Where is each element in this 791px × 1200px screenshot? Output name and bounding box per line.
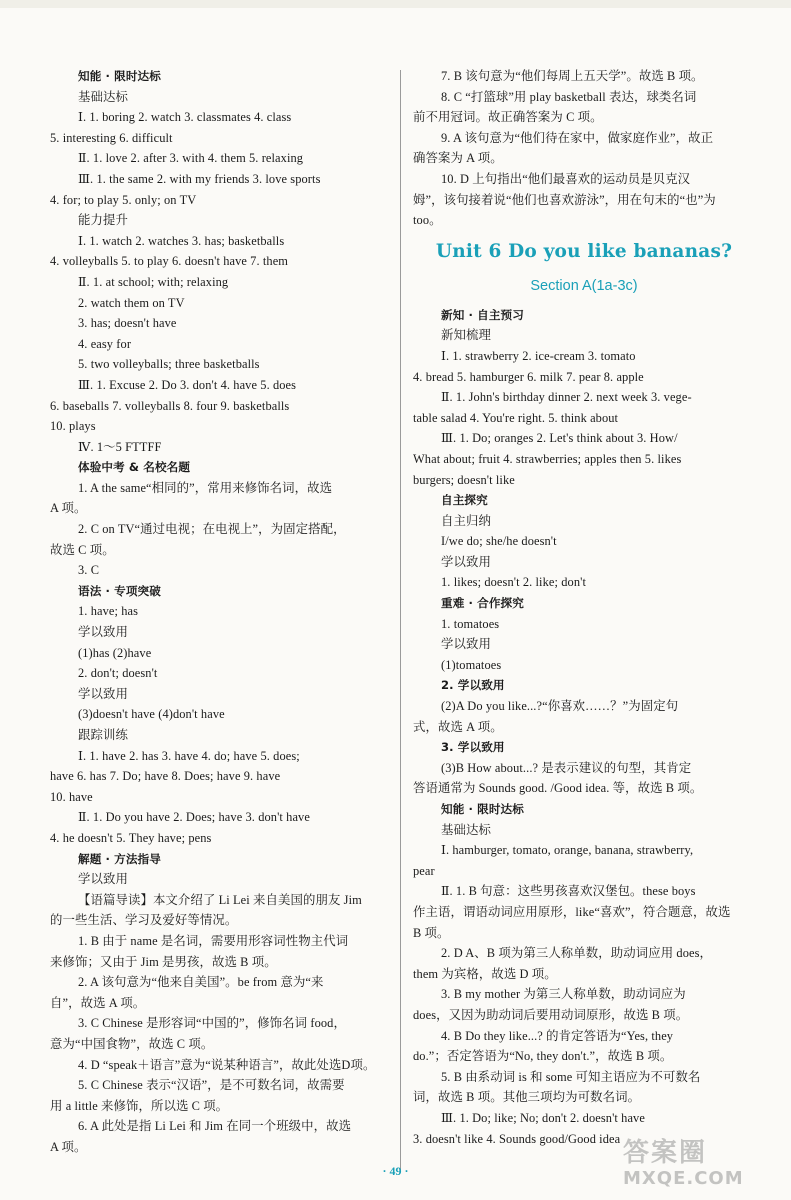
text-line: 1. B 由于 name 是名词，需要用形容词性物主代词 <box>78 933 349 948</box>
text-line: 5. C Chinese 表示“汉语”，是不可数名词，故需要 <box>78 1078 345 1093</box>
text-line: 2. D A、B 项为第三人称单数，助动词应用 does， <box>441 946 713 961</box>
text-line: Ⅲ. 1. Excuse 2. Do 3. don't 4. have 5. does <box>78 377 297 392</box>
text-line: 3. C <box>78 563 100 578</box>
text-line: 10. have <box>50 789 93 804</box>
text-line: 10. D 上句指出“他们最喜欢的运动员是贝克汉 <box>441 171 691 186</box>
text-line: 答语通常为 Sounds good. /Good idea. 等，故选 B 项。 <box>413 781 703 796</box>
text-line: 2. A 该句意为“他来自美国”。be from 意为“来 <box>78 975 324 990</box>
text-line: 故选 C 项。 <box>50 542 115 557</box>
text-line: (3)B How about...? 是表示建议的句型，其肯定 <box>441 760 692 775</box>
text-line: 来修饰；又由于 Jim 是男孩，故选 B 项。 <box>50 954 277 969</box>
right-column-bottom <box>413 305 755 1149</box>
text-line: 4. he doesn't 5. They have; pens <box>50 830 212 845</box>
text-line: 3. B my mother 为第三人称单数，助动词应为 <box>441 987 686 1002</box>
text-line: Ⅱ. 1. love 2. after 3. with 4. them 5. relaxing <box>78 151 304 166</box>
text-line: 学以致用 <box>78 686 128 701</box>
text-line: 学以致用 <box>78 872 128 887</box>
text-line: 知能 · 限时达标 <box>78 69 161 83</box>
text-line: 式，故选 A 项。 <box>413 719 503 734</box>
text-line: 新知 · 自主预习 <box>441 307 524 322</box>
text-line: too。 <box>413 213 442 228</box>
text-line: 体验中考 & 名校名题 <box>78 460 191 475</box>
text-line: 1. have; has <box>78 604 139 619</box>
text-line: Ⅲ. 1. the same 2. with my friends 3. love sports <box>78 171 321 186</box>
text-line: (3)doesn't have (4)don't have <box>78 707 225 722</box>
text-line: 6. A 此处是指 Li Lei 和 Jim 在同一个班级中，故选 <box>78 1119 352 1134</box>
text-line: Ⅱ. 1. Do you have 2. Does; have 3. don't have <box>78 810 310 825</box>
text-line: 5. two volleyballs; three basketballs <box>78 357 260 372</box>
page-number: · 49 · <box>382 1164 409 1178</box>
text-line: 2. C on TV“通过电视；在电视上”，为固定搭配， <box>78 522 346 537</box>
text-line: 3. 学以致用 <box>441 740 505 755</box>
text-line: 跟踪训练 <box>78 728 128 742</box>
text-line: 语法 · 专项突破 <box>78 583 161 598</box>
text-line: 学以致用 <box>441 554 491 569</box>
text-line: A 项。 <box>50 1139 87 1154</box>
text-line: Ⅰ. 1. strawberry 2. ice-cream 3. tomato <box>441 348 636 363</box>
text-line: 前不用冠词。故正确答案为 C 项。 <box>413 110 603 125</box>
text-line: Ⅲ. 1. Do; like; No; don't 2. doesn't have <box>441 1110 645 1125</box>
text-line: 自”，故选 A 项。 <box>50 995 146 1010</box>
text-line: 自主探究 <box>441 493 488 508</box>
text-line: 作主语，谓语动词应用原形，like“喜欢”，符合题意，故选 <box>413 904 731 919</box>
text-line: 重难 · 合作探究 <box>441 596 524 611</box>
text-line: Ⅳ. 1～5 FTTFF <box>78 439 162 454</box>
text-line: Ⅱ. 1. John's birthday dinner 2. next week 3. vege- <box>441 390 692 405</box>
watermark-logo <box>623 1138 773 1194</box>
watermark-url: MXQE.COM <box>623 1168 744 1189</box>
text-line: 意为“中国食物”，故选 C 项。 <box>50 1036 214 1051</box>
text-line: Ⅱ. 1. B 句意：这些男孩喜欢汉堡包。these boys <box>441 884 696 899</box>
text-line: does，又因为助动词后要用动词原形，故选 B 项。 <box>413 1007 689 1022</box>
right-column <box>413 66 755 1149</box>
text-line: (1)tomatoes <box>441 657 502 672</box>
text-line: 4. volleyballs 5. to play 6. doesn't have 7. them <box>50 254 289 269</box>
text-line: 6. baseballs 7. volleyballs 8. four 9. basketballs <box>50 398 290 413</box>
text-line: 知能 · 限时达标 <box>441 802 524 816</box>
unit-title: Unit 6 Do you like bananas? <box>435 240 733 262</box>
text-line: I/we do; she/he doesn't <box>441 534 557 549</box>
text-line: A 项。 <box>50 501 87 516</box>
text-line: 自主归纳 <box>441 513 491 528</box>
text-line: 解题 · 方法指导 <box>78 851 161 866</box>
column-divider <box>400 70 401 1170</box>
text-line: 7. B 该句意为“他们每周上五天学”。故选 B 项。 <box>441 69 704 83</box>
text-line: 5. B 由系动词 is 和 some 可知主语应为不可数名 <box>441 1069 701 1084</box>
text-line: burgers; doesn't like <box>413 472 515 487</box>
left-column <box>50 66 390 1157</box>
text-line: 词，故选 B 项。其他三项均为可数名词。 <box>413 1090 641 1105</box>
text-line: 4. D “speak＋语言”意为“说某种语言”，故此处选D项。 <box>78 1057 376 1072</box>
section-title: Section A(1a-3c) <box>530 277 638 294</box>
text-line: 基础达标 <box>441 822 491 837</box>
text-line: 8. C “打篮球”用 play basketball 表达，球类名词 <box>441 89 697 104</box>
text-line: Ⅱ. 1. at school; with; relaxing <box>78 274 229 289</box>
text-line: 确答案为 A 项。 <box>413 151 503 166</box>
text-line: 学以致用 <box>78 625 128 640</box>
text-line: 姆”，该句接着说“他们也喜欢游泳”，用在句末的“也”为 <box>413 192 716 207</box>
text-line: Ⅰ. 1. boring 2. watch 3. classmates 4. class <box>78 110 292 125</box>
text-line: 4. B Do they like...? 的肯定答语为“Yes, they <box>441 1028 674 1043</box>
text-line: (2)A Do you like...?“你喜欢……？”为固定句 <box>441 699 679 714</box>
text-line: 1. tomatoes <box>441 616 500 631</box>
text-line: Ⅰ. 1. watch 2. watches 3. has; basketballs <box>78 233 285 248</box>
text-line: pear <box>413 863 435 878</box>
text-line: Ⅰ. hamburger, tomato, orange, banana, strawberry, <box>441 843 694 858</box>
text-line: table salad 4. You're right. 5. think about <box>413 410 619 425</box>
text-line: 基础达标 <box>78 89 128 104</box>
text-line: 3. has; doesn't have <box>78 316 177 331</box>
text-line: 1. likes; doesn't 2. like; don't <box>441 575 586 590</box>
text-line: 4. for; to play 5. only; on TV <box>50 192 197 207</box>
right-column-top <box>413 66 755 231</box>
text-line: 的一些生活、学习及爱好等情况。 <box>50 913 238 928</box>
text-line: (1)has (2)have <box>78 645 152 660</box>
text-line: 4. easy for <box>78 336 132 351</box>
text-line: 3. C Chinese 是形容词“中国的”，修饰名词 food， <box>78 1016 346 1031</box>
text-line: Ⅲ. 1. Do; oranges 2. Let's think about 3. How/ <box>441 431 678 446</box>
text-line: 【语篇导读】本文介绍了 Li Lei 来自美国的朋友 Jim <box>78 892 362 907</box>
text-line: 2. watch them on TV <box>78 295 185 310</box>
watermark-mark: 答案圈 <box>623 1138 708 1168</box>
text-line: 1. A the same“相同的”，常用来修饰名词，故选 <box>78 480 333 495</box>
text-line: 3. doesn't like 4. Sounds good/Good idea <box>413 1131 621 1146</box>
text-line: 2. 学以致用 <box>441 678 505 693</box>
text-line: 学以致用 <box>441 637 491 652</box>
text-line: 能力提升 <box>78 213 128 228</box>
text-line: 10. plays <box>50 419 96 434</box>
text-line: 5. interesting 6. difficult <box>50 130 173 145</box>
text-line: them 为宾格，故选 D 项。 <box>413 966 557 981</box>
text-line: What about; fruit 4. strawberries; apples then 5. likes <box>413 451 682 466</box>
text-line: 新知梳理 <box>441 328 491 343</box>
text-line: 2. don't; doesn't <box>78 666 158 681</box>
text-line: B 项。 <box>413 925 450 940</box>
top-strip <box>0 0 791 8</box>
text-line: 9. A 该句意为“他们待在家中，做家庭作业”，故正 <box>441 130 714 145</box>
text-line: Ⅰ. 1. have 2. has 3. have 4. do; have 5. does; <box>78 748 300 763</box>
text-line: 4. bread 5. hamburger 6. milk 7. pear 8. apple <box>413 369 644 384</box>
text-line: 用 a little 来修饰，所以选 C 项。 <box>50 1098 229 1113</box>
text-line: do.”；否定答语为“No, they don't.”，故选 B 项。 <box>413 1049 673 1064</box>
text-line: have 6. has 7. Do; have 8. Does; have 9. have <box>50 769 281 784</box>
